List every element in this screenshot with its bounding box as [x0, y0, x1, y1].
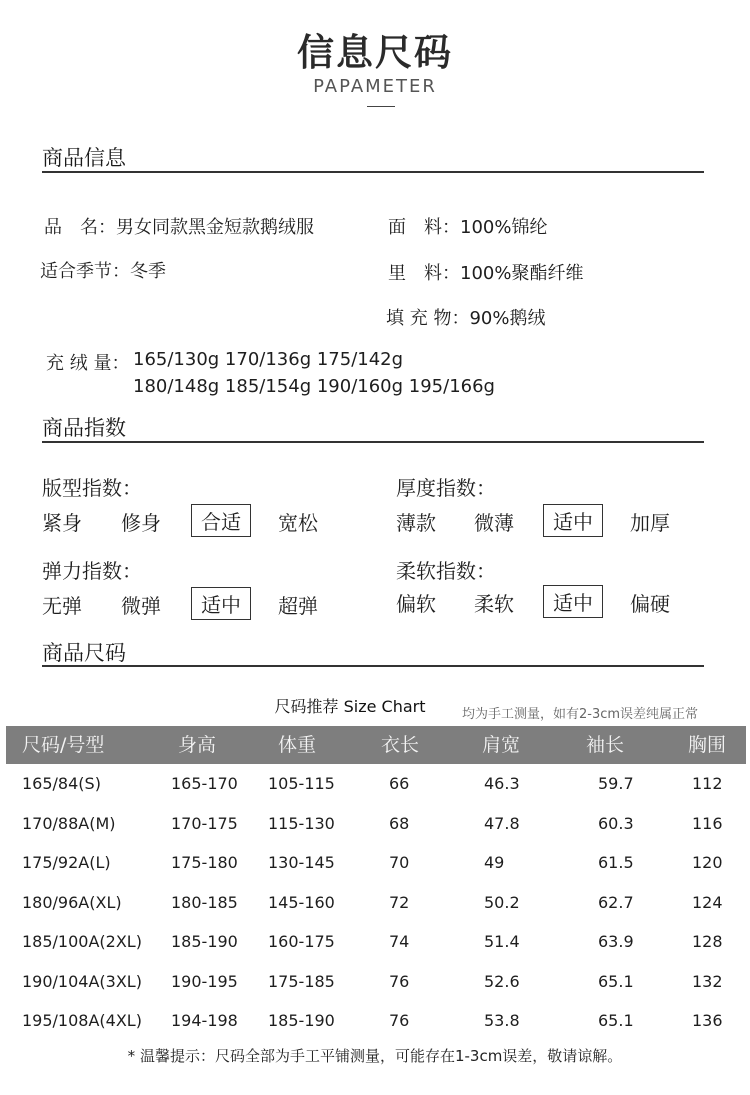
cell-length: 76	[389, 971, 410, 991]
cell-length: 68	[389, 813, 410, 833]
fit-index-title: 版型指数：	[42, 476, 142, 500]
measurement-note: 均为手工测量，如有2-3cm误差纯属正常	[462, 707, 699, 722]
season-row	[40, 257, 166, 283]
cell-weight: 175-185	[268, 971, 335, 991]
cell-shoulder: 49	[484, 853, 505, 872]
lining-row	[388, 259, 583, 285]
thickness-option-slightly-thin: 微薄	[474, 511, 514, 535]
softness-index-title: 柔软指数：	[396, 559, 496, 583]
section-divider	[42, 665, 704, 667]
season-label: 适合季节：	[40, 261, 130, 282]
lining-value: 100%聚酯纤维	[460, 263, 584, 284]
softness-option-medium-selected: 适中	[543, 585, 603, 618]
cell-height: 194-198	[171, 1011, 238, 1030]
section-divider	[42, 171, 704, 173]
cell-chest: 112	[692, 774, 723, 793]
product-name-label: 品 名：	[44, 217, 116, 238]
cell-sleeve: 59.7	[598, 774, 634, 793]
cell-height: 185-190	[171, 932, 238, 951]
product-name-value: 男女同款黑金短款鹅绒服	[116, 217, 314, 238]
filling-value: 90%鹅绒	[469, 308, 546, 329]
column-header-height: 身高	[178, 734, 217, 756]
cell-sleeve: 65.1	[598, 1011, 634, 1030]
cell-height: 175-180	[171, 853, 238, 872]
cell-size: 165/84(S)	[22, 774, 101, 793]
page-subtitle: PAPAMETER	[313, 76, 437, 97]
softness-option-hard: 偏硬	[630, 592, 670, 616]
column-header-length: 衣长	[381, 734, 420, 756]
filling-label: 填 充 物：	[386, 308, 470, 329]
table-row	[6, 962, 746, 1002]
elasticity-option-slight: 微弹	[121, 594, 161, 618]
thickness-option-thick: 加厚	[630, 511, 670, 535]
cell-height: 165-170	[171, 774, 238, 793]
cell-sleeve: 60.3	[598, 813, 634, 833]
table-row	[6, 764, 746, 804]
table-row	[6, 804, 746, 844]
elasticity-option-none: 无弹	[42, 594, 82, 618]
thickness-option-medium-selected: 适中	[543, 504, 603, 537]
thickness-index-title: 厚度指数：	[396, 476, 496, 500]
cell-shoulder: 47.8	[484, 813, 520, 833]
column-header-chest: 胸围	[688, 734, 727, 756]
cell-shoulder: 50.2	[484, 892, 520, 912]
down-weight-line-1: 165/130g 170/136g 175/142g	[133, 349, 404, 370]
thickness-option-thin: 薄款	[396, 511, 436, 535]
softness-option-soft: 柔软	[474, 592, 514, 616]
cell-weight: 105-115	[268, 774, 335, 793]
fabric-label: 面 料：	[388, 217, 460, 238]
cell-shoulder: 46.3	[484, 774, 520, 793]
table-row	[6, 922, 746, 962]
season-value: 冬季	[130, 261, 166, 282]
cell-size: 170/88A(M)	[22, 813, 116, 833]
fabric-row	[388, 213, 547, 239]
column-header-sleeve: 袖长	[586, 734, 625, 756]
down-weight-line-2: 180/148g 185/154g 190/160g 195/166g	[133, 376, 495, 397]
cell-size: 180/96A(XL)	[22, 892, 122, 912]
cell-chest: 116	[692, 813, 723, 833]
product-name-row	[44, 213, 314, 239]
cell-weight: 160-175	[268, 932, 335, 951]
size-table	[6, 726, 746, 1041]
fit-option-slim: 修身	[121, 511, 161, 535]
cell-sleeve: 63.9	[598, 932, 634, 951]
softness-option-softish: 偏软	[396, 592, 436, 616]
cell-length: 74	[389, 932, 410, 951]
cell-chest: 128	[692, 932, 723, 951]
size-table-header	[6, 726, 746, 764]
cell-length: 66	[389, 774, 410, 793]
table-row	[6, 883, 746, 923]
cell-size: 185/100A(2XL)	[22, 932, 142, 951]
cell-sleeve: 62.7	[598, 892, 634, 912]
lining-label: 里 料：	[388, 263, 460, 284]
cell-size: 195/108A(4XL)	[22, 1011, 142, 1030]
cell-weight: 145-160	[268, 892, 335, 912]
cell-weight: 185-190	[268, 1011, 335, 1030]
cell-length: 70	[389, 853, 410, 872]
cell-chest: 136	[692, 1011, 723, 1030]
cell-height: 170-175	[171, 813, 238, 833]
cell-sleeve: 61.5	[598, 853, 634, 872]
cell-shoulder: 51.4	[484, 932, 520, 951]
elasticity-option-super: 超弹	[278, 594, 318, 618]
cell-height: 180-185	[171, 892, 238, 912]
column-header-size: 尺码/号型	[22, 734, 105, 756]
title-divider	[367, 106, 395, 107]
fabric-value: 100%锦纶	[460, 217, 548, 238]
fit-option-regular-selected: 合适	[191, 504, 251, 537]
cell-shoulder: 53.8	[484, 1011, 520, 1030]
column-header-shoulder: 肩宽	[482, 734, 521, 756]
cell-size: 190/104A(3XL)	[22, 971, 142, 991]
page-title: 信息尺码	[297, 31, 453, 74]
cell-weight: 130-145	[268, 853, 335, 872]
column-header-weight: 体重	[278, 734, 317, 756]
cell-chest: 120	[692, 853, 723, 872]
cell-size: 175/92A(L)	[22, 853, 111, 872]
size-chart-caption: 尺码推荐 Size Chart	[274, 697, 426, 716]
cell-sleeve: 65.1	[598, 971, 634, 991]
table-row	[6, 1001, 746, 1041]
cell-weight: 115-130	[268, 813, 335, 833]
cell-chest: 124	[692, 892, 723, 912]
size-table-body	[6, 764, 746, 1041]
elasticity-option-medium-selected: 适中	[191, 587, 251, 620]
cell-length: 72	[389, 892, 410, 912]
section-divider	[42, 441, 704, 443]
section-heading-product-index: 商品指数	[42, 416, 126, 440]
section-heading-size: 商品尺码	[42, 641, 126, 665]
cell-chest: 132	[692, 971, 723, 991]
filling-row	[386, 304, 545, 330]
down-weight-label: 充 绒 量：	[46, 353, 130, 374]
cell-length: 76	[389, 1011, 410, 1030]
fit-option-tight: 紧身	[42, 511, 82, 535]
footnote: * 温馨提示：尺码全部为手工平铺测量，可能存在1-3cm误差，敬请谅解。	[127, 1047, 623, 1065]
table-row	[6, 843, 746, 883]
elasticity-index-title: 弹力指数：	[42, 559, 142, 583]
cell-height: 190-195	[171, 971, 238, 991]
cell-shoulder: 52.6	[484, 971, 520, 991]
fit-option-loose: 宽松	[278, 511, 318, 535]
section-heading-product-info: 商品信息	[42, 146, 126, 170]
